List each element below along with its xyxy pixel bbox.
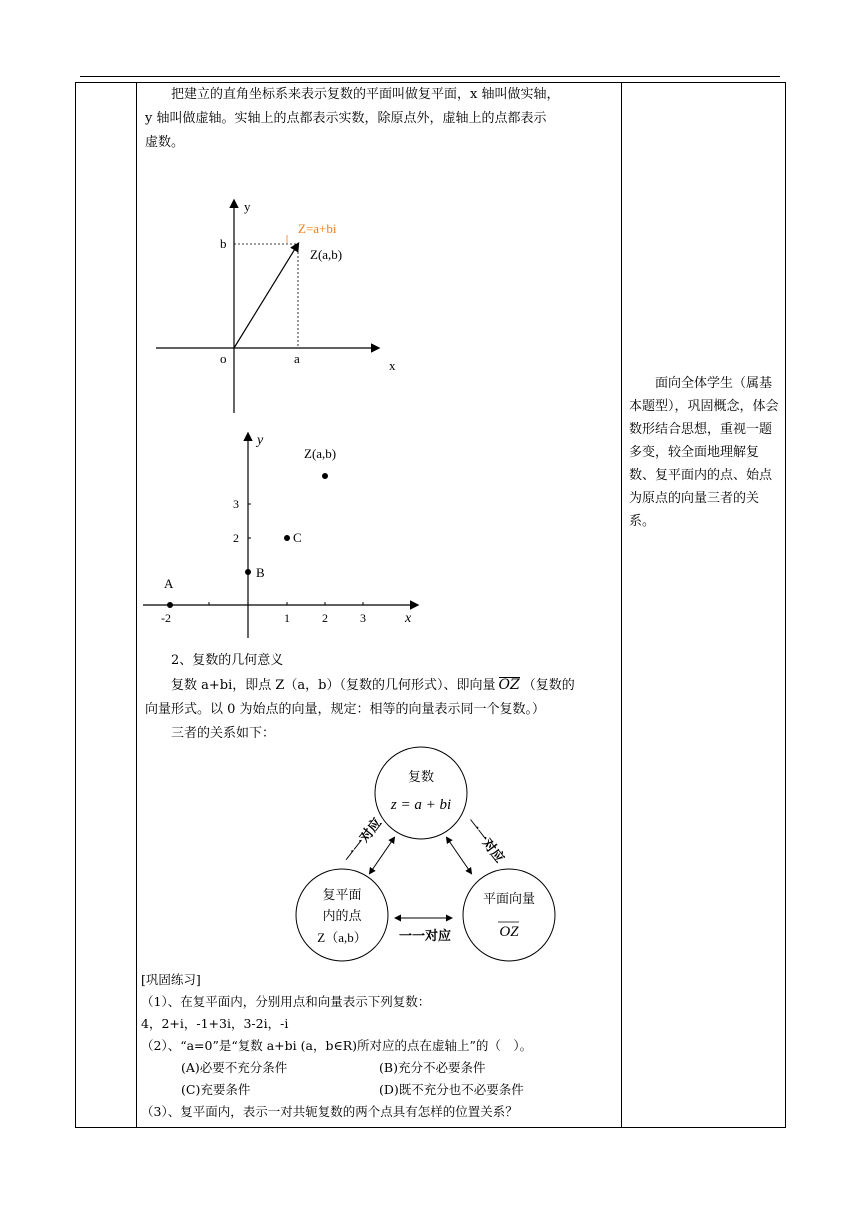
- option-c: (C)充要条件: [181, 1082, 251, 1097]
- complex-plane-figure: [146, 193, 406, 423]
- right-title: 平面向量: [482, 891, 536, 906]
- left-line-3: Z（a,b）: [317, 930, 367, 945]
- lesson-table: [75, 82, 786, 1128]
- right-vector: OZ: [499, 924, 519, 940]
- intro-line-3: 虚数。: [145, 135, 185, 150]
- complex-number-circle: [375, 747, 467, 839]
- tick-label-x: 3: [360, 611, 366, 625]
- exercise-q1-items: 4，2+i，-1+3i，3-2i，-i: [141, 1016, 289, 1031]
- option-d: (D)既不充分也不必要条件: [379, 1082, 524, 1097]
- points-figure: [141, 428, 431, 638]
- top-title: 复数: [407, 769, 435, 784]
- intro-paragraph: [145, 83, 615, 155]
- intro-line-2: y 轴叫做虚轴。实轴上的点都表示实数，除原点外，虚轴上的点都表示: [145, 111, 547, 126]
- header-rule: [80, 76, 780, 77]
- tick-label-y: 2: [233, 531, 239, 545]
- edge-label-bottom: 一一对应: [398, 928, 452, 943]
- column-divider-2: [621, 83, 622, 1127]
- left-line-1: 复平面: [322, 887, 362, 902]
- point-z: [322, 473, 328, 479]
- options-row-1: [141, 1057, 619, 1079]
- b-label: B: [256, 565, 265, 580]
- edge-label-left: 一一对应: [340, 815, 385, 866]
- formula-label: Z=a+bi: [298, 221, 337, 236]
- exercise-q1: （1）、在复平面内，分别用点和向量表示下列复数：: [141, 994, 431, 1009]
- exercise-q3: （3）、复平面内，表示一对共轭复数的两个点具有怎样的位置关系？: [141, 1104, 518, 1119]
- relationship-diagram: [286, 743, 576, 973]
- section-title: 2、复数的几何意义: [171, 653, 284, 668]
- side-note: 面向全体学生（属基本题型），巩固概念，体会数形结合思想，重视一题多变，较全面地理解复数、复平面内的点、始点为原点的向量三者的关系。: [629, 376, 779, 529]
- x-label: x: [405, 611, 412, 626]
- point-a: [167, 602, 173, 608]
- column-divider-1: [136, 83, 137, 1127]
- vector-oz: [234, 244, 298, 348]
- point-c: [284, 535, 290, 541]
- option-b: (B)充分不必要条件: [379, 1060, 486, 1075]
- top-formula: z = a + bi: [390, 797, 452, 813]
- arrow-right: [447, 838, 471, 873]
- section-geometric-meaning: [145, 649, 617, 746]
- exercises-header: [巩固练习]: [141, 972, 201, 987]
- c-label: C: [293, 530, 302, 545]
- exercises: [141, 969, 619, 1123]
- z-label: Z(a,b): [304, 446, 337, 461]
- edge-label-right: 一一对应: [463, 815, 508, 866]
- tick-label-y: 3: [233, 497, 239, 511]
- tick-label-x: 2: [322, 611, 328, 625]
- section-line-1: 复数 a+bi，即点 Z（a，b）（复数的几何形式）、即向量 OZ （复数的: [171, 677, 575, 693]
- tick-label-x: 1: [284, 611, 290, 625]
- tick-label-x: -2: [161, 611, 171, 625]
- origin-label: o: [220, 351, 227, 366]
- arrow-left: [370, 838, 394, 873]
- a-label: A: [164, 576, 174, 591]
- section-line-3: 三者的关系如下：: [171, 726, 276, 741]
- options-row-2: [141, 1079, 619, 1101]
- left-line-2: 内的点: [322, 908, 362, 923]
- intro-line-1: 把建立的直角坐标系来表示复数的平面叫做复平面，x 轴叫做实轴，: [171, 87, 560, 102]
- a-label: a: [294, 351, 300, 366]
- y-label: y: [244, 199, 251, 214]
- exercise-q2: （2）、“a=0”是“复数 a+bi (a，b∈R)所对应的点在虚轴上”的（ ）。: [141, 1038, 533, 1053]
- point-label: Z(a,b): [310, 247, 343, 262]
- vector-oz-inline: OZ: [498, 677, 520, 693]
- b-label: b: [220, 236, 227, 251]
- option-a: (A)必要不充分条件: [181, 1060, 288, 1075]
- plane-vector-circle: [463, 869, 555, 961]
- point-b: [245, 569, 251, 575]
- x-label: x: [389, 358, 396, 373]
- section-line-2: 向量形式。以 0 为始点的向量，规定：相等的向量表示同一个复数。）: [145, 702, 546, 717]
- y-label: y: [257, 433, 264, 448]
